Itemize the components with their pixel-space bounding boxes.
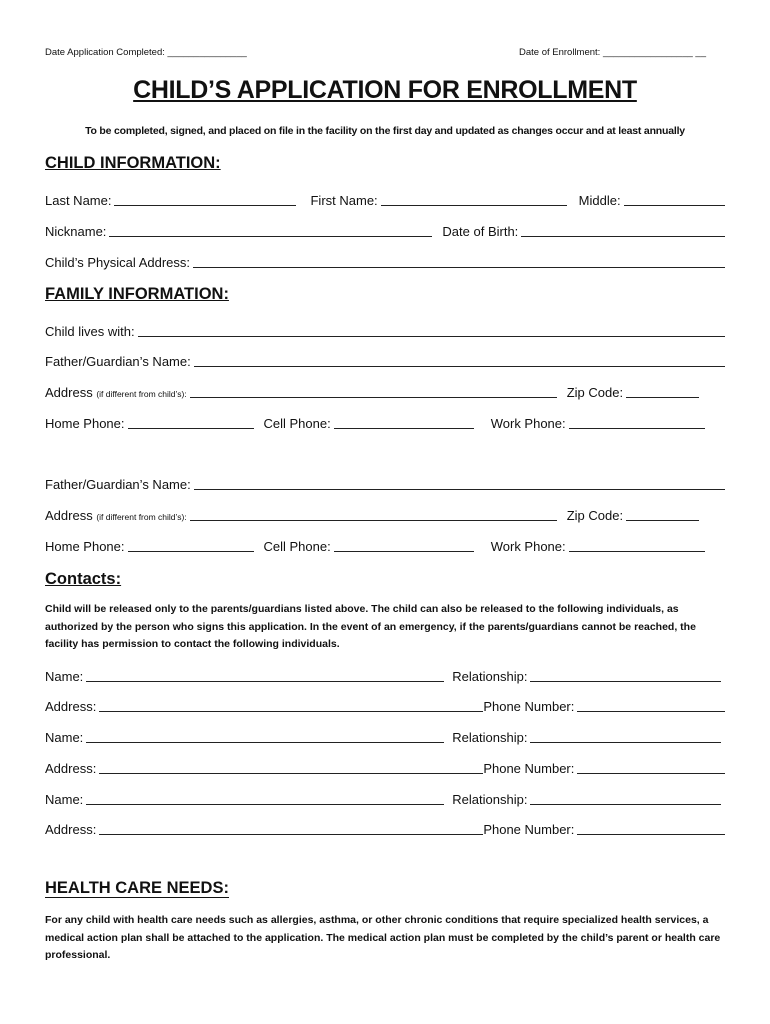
contact2-name-row bbox=[45, 725, 725, 745]
guardian-name-label: Father/Guardian’s Name: bbox=[45, 477, 191, 492]
contact1-phone-field[interactable] bbox=[577, 697, 725, 712]
guardian2-phone-row bbox=[45, 534, 725, 554]
guardian2-name-row bbox=[45, 472, 725, 492]
relationship-label: Relationship: bbox=[452, 669, 528, 684]
guardian1-zip-field[interactable] bbox=[626, 383, 699, 398]
contact-name-label: Name: bbox=[45, 730, 84, 745]
child-address-field[interactable] bbox=[193, 253, 725, 268]
health-heading: HEALTH CARE NEEDS: bbox=[45, 879, 229, 897]
contact-name-label: Name: bbox=[45, 792, 84, 807]
guardian1-address-row bbox=[45, 380, 725, 400]
contact3-address-field[interactable] bbox=[99, 820, 483, 835]
contact-address-label: Address: bbox=[45, 699, 97, 714]
contact1-address-field[interactable] bbox=[99, 697, 483, 712]
contact2-address-field[interactable] bbox=[99, 759, 483, 774]
address-label: Address (if different from child’s): bbox=[45, 385, 187, 400]
cell-phone-label: Cell Phone: bbox=[263, 539, 331, 554]
work-phone-label: Work Phone: bbox=[490, 539, 566, 554]
phone-number-label: Phone Number: bbox=[483, 761, 575, 776]
guardian1-work-phone-field[interactable] bbox=[569, 414, 705, 429]
guardian1-address-field[interactable] bbox=[190, 383, 557, 398]
contact-address-label: Address: bbox=[45, 761, 97, 776]
nickname-field[interactable] bbox=[109, 222, 432, 237]
contact-name-label: Name: bbox=[45, 669, 84, 684]
family-info-heading: FAMILY INFORMATION: bbox=[45, 285, 229, 303]
relationship-label: Relationship: bbox=[452, 792, 528, 807]
health-text: For any child with health care needs such as allergies, asthma, or other chronic conditions that require specialized health services, a medical action plan shall be attached to the application. The medical action plan must be completed by the child’s parent or health care professional. bbox=[45, 914, 721, 961]
contact3-name-row bbox=[45, 787, 725, 807]
contact1-address-row bbox=[45, 694, 725, 714]
phone-number-label: Phone Number: bbox=[483, 822, 575, 837]
page-subtitle: To be completed, signed, and placed on file in the facility on the first day and updated as changes occur and at least annually bbox=[85, 125, 685, 137]
work-phone-label: Work Phone: bbox=[490, 416, 566, 431]
address-note: (if different from child’s): bbox=[96, 512, 187, 522]
child-address-row bbox=[45, 250, 725, 270]
zip-label: Zip Code: bbox=[566, 508, 624, 523]
contact2-relationship-field[interactable] bbox=[530, 728, 721, 743]
nickname-label: Nickname: bbox=[45, 224, 107, 239]
guardian2-work-phone-field[interactable] bbox=[569, 537, 705, 552]
guardian1-home-phone-field[interactable] bbox=[128, 414, 254, 429]
lives-with-field[interactable] bbox=[138, 322, 725, 337]
guardian2-home-phone-field[interactable] bbox=[128, 537, 254, 552]
date-application-completed: Date Application Completed: _______________ bbox=[45, 47, 247, 58]
contact3-address-row bbox=[45, 817, 725, 837]
first-name-label: First Name: bbox=[310, 193, 378, 208]
home-phone-label: Home Phone: bbox=[45, 539, 125, 554]
contacts-intro: Child will be released only to the parents/guardians listed above. The child can also be released to the following individuals, as authorized by the person who signs this application. In the event of an emergency, if the parents/guardians cannot be reached, the facility has permission to contact the following individuals. bbox=[45, 603, 696, 650]
address-note: (if different from child’s): bbox=[96, 389, 187, 399]
guardian-name-label: Father/Guardian’s Name: bbox=[45, 354, 191, 369]
first-name-field[interactable] bbox=[381, 191, 567, 206]
relationship-label: Relationship: bbox=[452, 730, 528, 745]
lives-with-label: Child lives with: bbox=[45, 324, 135, 339]
address-label: Address (if different from child’s): bbox=[45, 508, 187, 523]
contact1-name-row bbox=[45, 664, 725, 684]
home-phone-label: Home Phone: bbox=[45, 416, 125, 431]
contact2-address-row bbox=[45, 756, 725, 776]
last-name-field[interactable] bbox=[114, 191, 296, 206]
guardian2-name-field[interactable] bbox=[194, 475, 725, 490]
child-name-row bbox=[45, 188, 725, 208]
guardian1-cell-phone-field[interactable] bbox=[334, 414, 474, 429]
contact3-relationship-field[interactable] bbox=[530, 790, 721, 805]
zip-label: Zip Code: bbox=[566, 385, 624, 400]
middle-label: Middle: bbox=[578, 193, 621, 208]
contact-address-label: Address: bbox=[45, 822, 97, 837]
guardian1-name-field[interactable] bbox=[194, 352, 725, 367]
guardian2-address-row bbox=[45, 503, 725, 523]
guardian1-phone-row bbox=[45, 411, 725, 431]
child-address-label: Child’s Physical Address: bbox=[45, 255, 190, 270]
date-of-enrollment: Date of Enrollment: _________________ __ bbox=[519, 47, 706, 58]
contact3-name-field[interactable] bbox=[86, 790, 444, 805]
contact2-phone-field[interactable] bbox=[577, 759, 725, 774]
last-name-label: Last Name: bbox=[45, 193, 112, 208]
guardian2-address-field[interactable] bbox=[190, 506, 557, 521]
contact1-relationship-field[interactable] bbox=[530, 667, 721, 682]
contacts-heading: Contacts: bbox=[45, 570, 122, 588]
lives-with-row bbox=[45, 319, 725, 339]
dob-label: Date of Birth: bbox=[442, 224, 519, 239]
guardian2-cell-phone-field[interactable] bbox=[334, 537, 474, 552]
page-title: CHILD’S APPLICATION FOR ENROLLMENT bbox=[133, 76, 637, 104]
contact1-name-field[interactable] bbox=[86, 667, 444, 682]
guardian1-name-row bbox=[45, 349, 725, 369]
phone-number-label: Phone Number: bbox=[483, 699, 575, 714]
middle-name-field[interactable] bbox=[624, 191, 725, 206]
dob-field[interactable] bbox=[521, 222, 725, 237]
contact2-name-field[interactable] bbox=[86, 728, 444, 743]
child-info-heading: CHILD INFORMATION: bbox=[45, 154, 221, 172]
cell-phone-label: Cell Phone: bbox=[263, 416, 331, 431]
guardian2-zip-field[interactable] bbox=[626, 506, 699, 521]
nickname-row bbox=[45, 219, 725, 239]
contact3-phone-field[interactable] bbox=[577, 820, 725, 835]
